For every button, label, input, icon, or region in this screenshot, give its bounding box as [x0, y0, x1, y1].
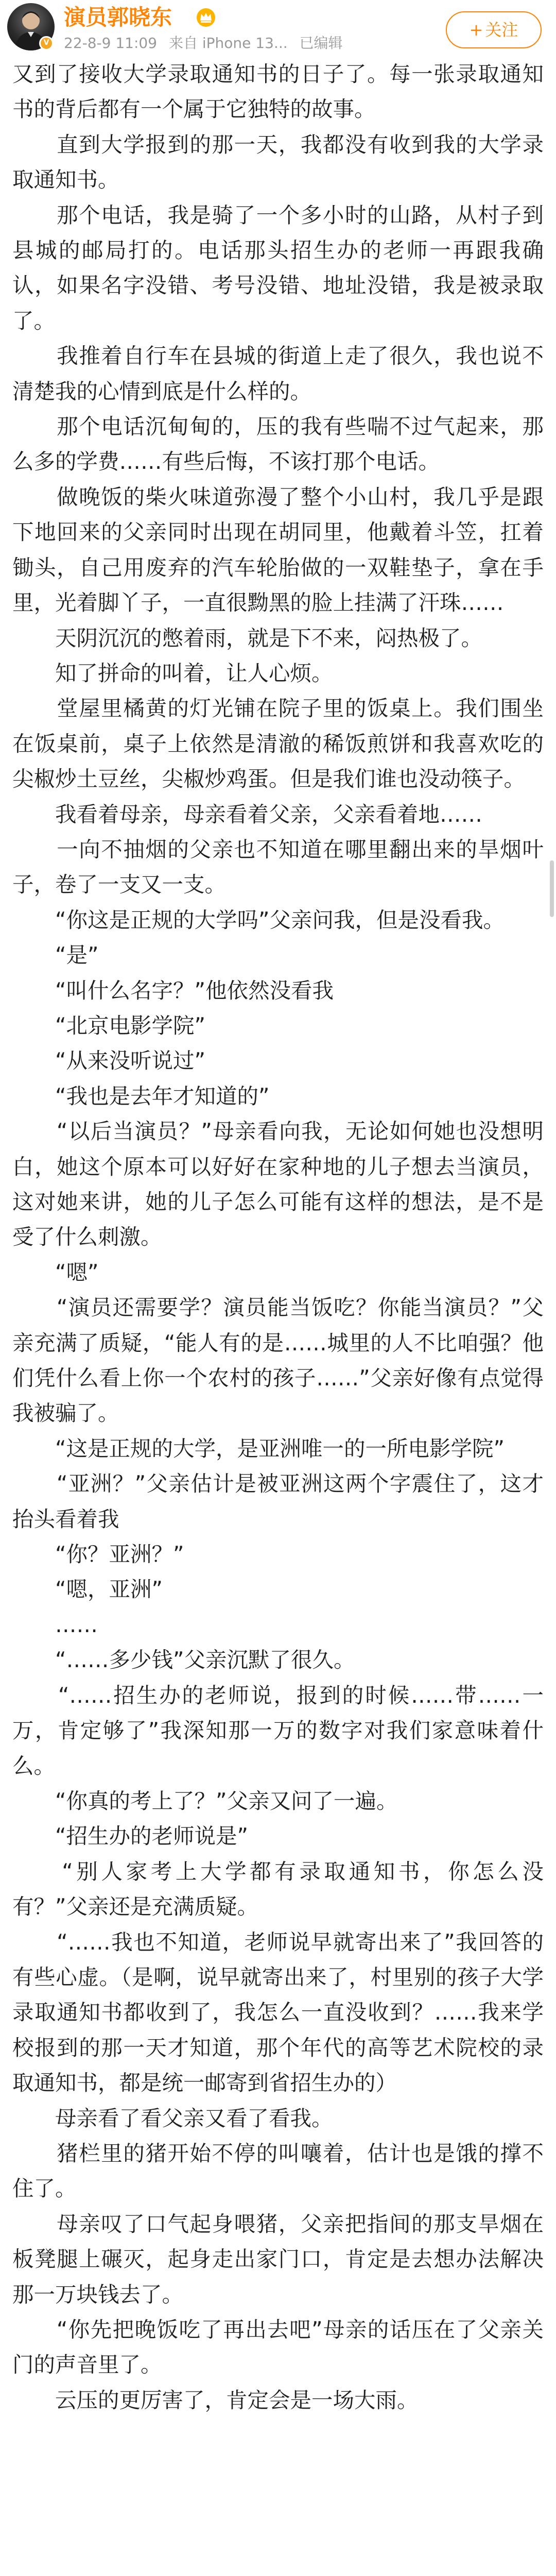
post-paragraph: “叫什么名字？”他依然没看我: [12, 977, 334, 1003]
post-edited-label[interactable]: 已编辑: [299, 35, 343, 52]
post-paragraph: “你先把晚饭吃了再出去吧”母亲的话压在了父亲关门的声音里了。: [12, 2317, 544, 2378]
post-timestamp: 22-8-9 11:09: [64, 35, 158, 52]
post-paragraph: 堂屋里橘黄的灯光铺在院子里的饭桌上。我们围坐在饭桌前，桌子上依然是清澈的稀饭煎饼和我喜欢吃的尖椒炒土豆丝，尖椒炒鸡蛋。但是我们谁也没动筷子。: [12, 696, 544, 792]
post-header: [0, 0, 556, 57]
post-paragraph: 那个电话沉甸甸的，压的我有些喘不过气起来，那么多的学费……有些后悔，不该打那个电话。: [12, 414, 544, 474]
post-body: [12, 57, 544, 2418]
post-paragraph: 一向不抽烟的父亲也不知道在哪里翻出来的旱烟叶子，卷了一支又一支。: [12, 836, 544, 897]
vip-crown-icon[interactable]: [196, 7, 216, 28]
post-paragraph: “你这是正规的大学吗”父亲问我，但是没看我。: [12, 907, 505, 933]
post-paragraph: “以后当演员？”母亲看向我，无论如何她也没想明白，她这个原本可以好好在家种地的儿子想去当演员，这对她来讲，她的儿子怎么可能有这样的想法，是不是受了什么刺激。: [12, 1118, 544, 1250]
post-paragraph: “我也是去年才知道的”: [12, 1083, 270, 1109]
post-paragraph: “……多少钱”父亲沉默了很久。: [12, 1647, 355, 1673]
post-paragraph: 我推着自行车在县城的街道上走了很久，我也说不清楚我的心情到底是什么样的。: [12, 343, 544, 404]
post-paragraph: 又到了接收大学录取通知书的日子了。每一张录取通知书的背后都有一个属于它独特的故事。: [12, 61, 544, 122]
post-paragraph: “你？亚洲？”: [12, 1541, 184, 1567]
follow-button-label: 关注: [485, 20, 518, 40]
post-paragraph: “演员还需要学？演员能当饭吃？你能当演员？”父亲充满了质疑，“能人有的是……城里的人不比咱强？他们凭什么看上你一个农村的孩子……”父亲好像有点觉得我被骗了。: [12, 1295, 544, 1426]
post-paragraph: ……: [12, 1612, 98, 1637]
post-paragraph: 那个电话，我是骑了一个多小时的山路，从村子到县城的邮局打的。电话那头招生办的老师一再跟我确认，如果名字没错、考号没错、地址没错，我是被录取了。: [12, 202, 544, 333]
post-paragraph: 猪栏里的猪开始不停的叫嚷着，估计也是饿的撑不住了。: [12, 2140, 544, 2201]
post-paragraph: 天阴沉沉的憋着雨，就是下不来，闷热极了。: [12, 625, 483, 651]
post-paragraph: “这是正规的大学，是亚洲唯一的一所电影学院”: [12, 1435, 505, 1461]
scrollbar-thumb[interactable]: [550, 860, 554, 917]
post-source[interactable]: 来自 iPhone 13...: [168, 35, 288, 52]
post-paragraph: 母亲看了看父亲又看了看我。: [12, 2105, 333, 2131]
follow-button[interactable]: [446, 11, 542, 48]
plus-icon: +: [469, 20, 483, 40]
post-paragraph: “招生办的老师说是”: [12, 1823, 249, 1849]
post-paragraph: 直到大学报到的那一天，我都没有收到我的大学录取通知书。: [12, 131, 544, 193]
post-paragraph: “……我也不知道，老师说早就寄出来了”我回答的有些心虚。（是啊，说早就寄出来了，村里别的孩子大学录取通知书都收到了，我怎么一直没收到？……我来学校报到的那一天才知道，那个年代的高等艺术院校的录取通知书，都是统一邮寄到省招生办的）: [12, 1929, 544, 2096]
post-paragraph: 云压的更厉害了，肯定会是一场大雨。: [12, 2387, 419, 2413]
post-paragraph: “亚洲？”父亲估计是被亚洲这两个字震住了，这才抬头看着我: [12, 1471, 544, 1532]
author-name[interactable]: 演员郭晓东: [64, 5, 172, 30]
post-paragraph: “……招生办的老师说，报到的时候……带……一万，肯定够了”我深知那一万的数字对我们家意味着什么。: [12, 1682, 544, 1778]
post-paragraph: “你真的考上了？”父亲又问了一遍。: [12, 1788, 398, 1814]
post-paragraph: 做晚饭的柴火味道弥漫了整个小山村，我几乎是跟下地回来的父亲同时出现在胡同里，他戴着斗笠，扛着锄头，自己用废弃的汽车轮胎做的一双鞋垫子，拿在手里，光着脚丫子，一直很黝黑的脸上挂满了汗珠……: [12, 484, 544, 616]
post-paragraph: “北京电影学院”: [12, 1012, 206, 1038]
post-paragraph: “嗯，亚洲”: [12, 1577, 163, 1602]
post-paragraph: 我看着母亲，母亲看着父亲，父亲看着地……: [12, 801, 483, 827]
post-paragraph: 母亲叹了口气起身喂猪，父亲把指间的那支旱烟在板凳腿上碾灭，起身走出家门口，肯定是去想办法解决那一万块钱去了。: [12, 2211, 544, 2307]
post-meta: [64, 34, 350, 53]
post-paragraph: “嗯”: [12, 1259, 99, 1285]
post-paragraph: “别人家考上大学都有录取通知书，你怎么没有？”父亲还是充满质疑。: [12, 1858, 544, 1920]
verified-badge-icon: V: [39, 36, 54, 50]
post-paragraph: “是”: [12, 942, 99, 968]
post-paragraph: “从来没听说过”: [12, 1048, 206, 1074]
post-paragraph: 知了拼命的叫着，让人心烦。: [12, 660, 333, 686]
